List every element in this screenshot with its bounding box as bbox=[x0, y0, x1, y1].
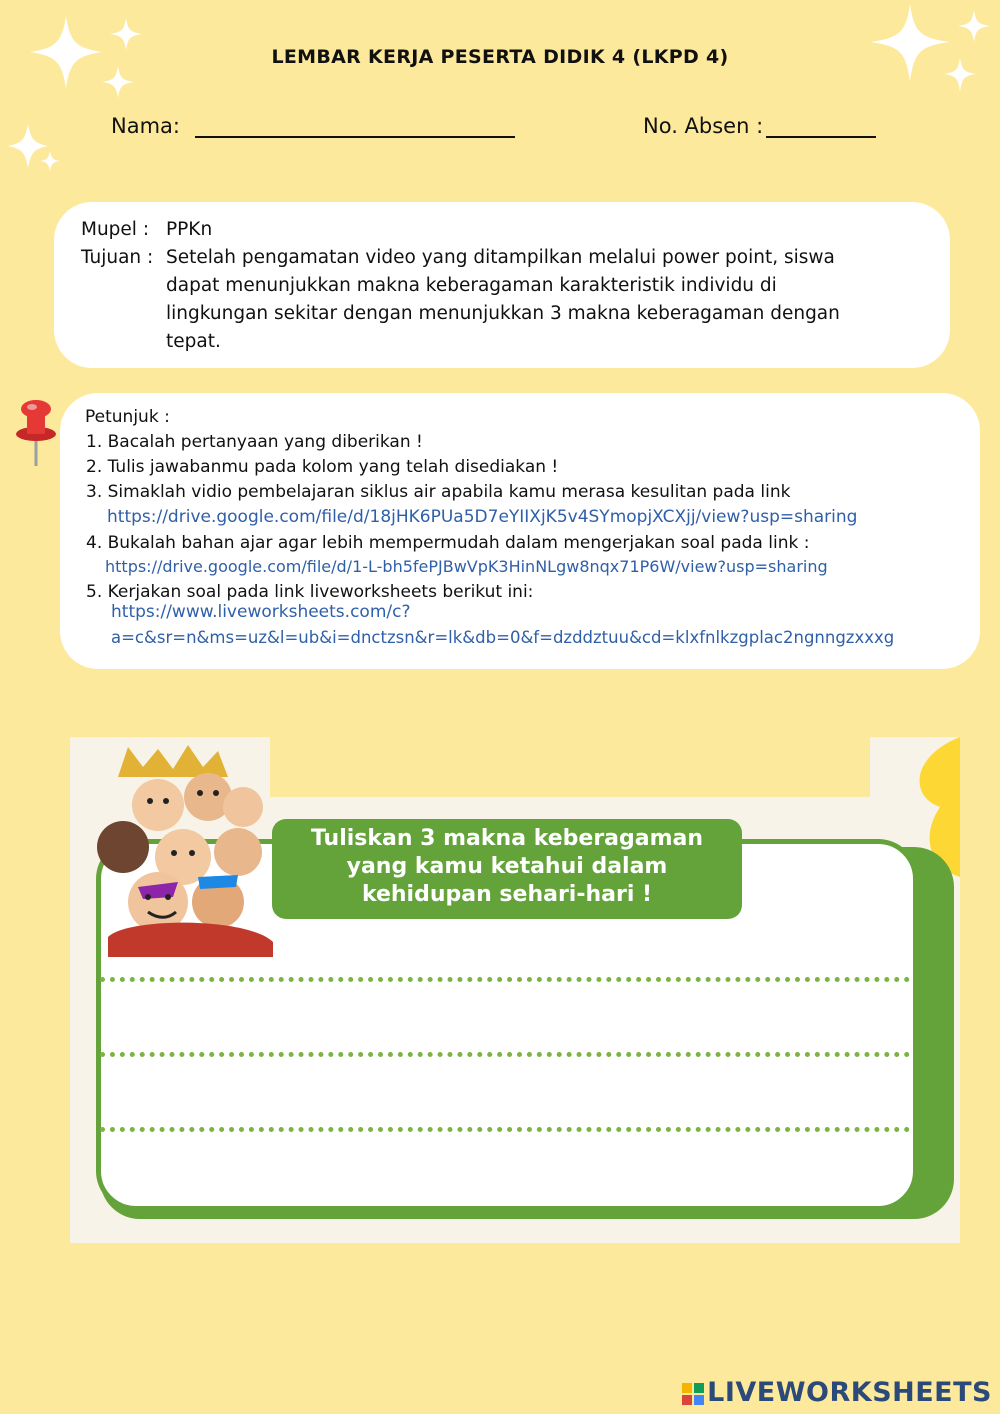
diverse-people-illustration bbox=[88, 737, 288, 957]
absen-input-line[interactable] bbox=[766, 114, 876, 138]
answer-line[interactable] bbox=[100, 1127, 910, 1132]
task-panel bbox=[70, 737, 960, 1243]
video-link[interactable]: https://drive.google.com/file/d/18jHK6PUa5D7eYIIXjK5v4SYmopjXCXjj/view?usp=sharing bbox=[107, 507, 858, 527]
tujuan-line: tepat. bbox=[166, 331, 221, 352]
logo-text: LIVEWORKSHEETS bbox=[707, 1377, 992, 1408]
instruction-step: 5. Kerjakan soal pada link liveworksheets berikut ini: bbox=[86, 582, 534, 602]
info-section bbox=[81, 216, 941, 356]
tujuan-line: lingkungan sekitar dengan menunjukkan 3 makna keberagaman dengan bbox=[166, 303, 840, 324]
liveworksheets-logo bbox=[682, 1377, 992, 1408]
absen-label: No. Absen : bbox=[643, 114, 764, 138]
sparkle-icon bbox=[8, 120, 78, 180]
answer-line[interactable] bbox=[100, 977, 910, 982]
name-input-line[interactable] bbox=[195, 114, 515, 138]
material-link[interactable]: https://drive.google.com/file/d/1-L-bh5fePJBwVpK3HinNLgw8nqx71P6W/view?usp=sharing bbox=[105, 557, 828, 576]
instruction-step: 1. Bacalah pertanyaan yang diberikan ! bbox=[86, 432, 423, 452]
instruction-step: 2. Tulis jawabanmu pada kolom yang telah disediakan ! bbox=[86, 457, 559, 477]
task-line: Tuliskan 3 makna keberagaman bbox=[310, 826, 704, 851]
answer-line[interactable] bbox=[100, 1052, 910, 1057]
task-line: yang kamu ketahui dalam bbox=[346, 854, 668, 879]
task-line: kehidupan sehari-hari ! bbox=[361, 882, 653, 907]
name-label: Nama: bbox=[111, 114, 180, 138]
liveworksheets-link-cont[interactable]: a=c&sr=n&ms=uz&l=ub&i=dnctzsn&r=lk&db=0&f=dzddztuu&cd=klxfnlkzgplac2ngnngzxxxg bbox=[111, 628, 895, 647]
tujuan-line: Setelah pengamatan video yang ditampilkan melalui power point, siswa bbox=[166, 247, 835, 268]
instructions-heading: Petunjuk : bbox=[85, 407, 170, 427]
page-title: LEMBAR KERJA PESERTA DIDIK 4 (LKPD 4) bbox=[271, 46, 729, 68]
absen-field[interactable] bbox=[643, 114, 876, 138]
liveworksheets-link[interactable]: https://www.liveworksheets.com/c? bbox=[111, 602, 411, 622]
tujuan-label: Tujuan : bbox=[81, 247, 154, 268]
liveworksheets-logo-icon bbox=[682, 1383, 704, 1405]
mapel-value: PPKn bbox=[166, 219, 213, 240]
instruction-step: 3. Simaklah vidio pembelajaran siklus air apabila kamu merasa kesulitan pada link bbox=[86, 482, 791, 502]
tujuan-line: dapat menunjukkan makna keberagaman karakteristik individu di bbox=[166, 275, 777, 296]
task-label bbox=[272, 819, 742, 919]
instruction-step: 4. Bukalah bahan ajar agar lebih mempermudah dalam mengerjakan soal pada link : bbox=[86, 533, 810, 553]
pushpin-icon bbox=[14, 398, 58, 468]
mapel-label: Mupel : bbox=[81, 219, 150, 240]
name-field[interactable] bbox=[111, 114, 515, 138]
sticky-note bbox=[270, 737, 870, 797]
